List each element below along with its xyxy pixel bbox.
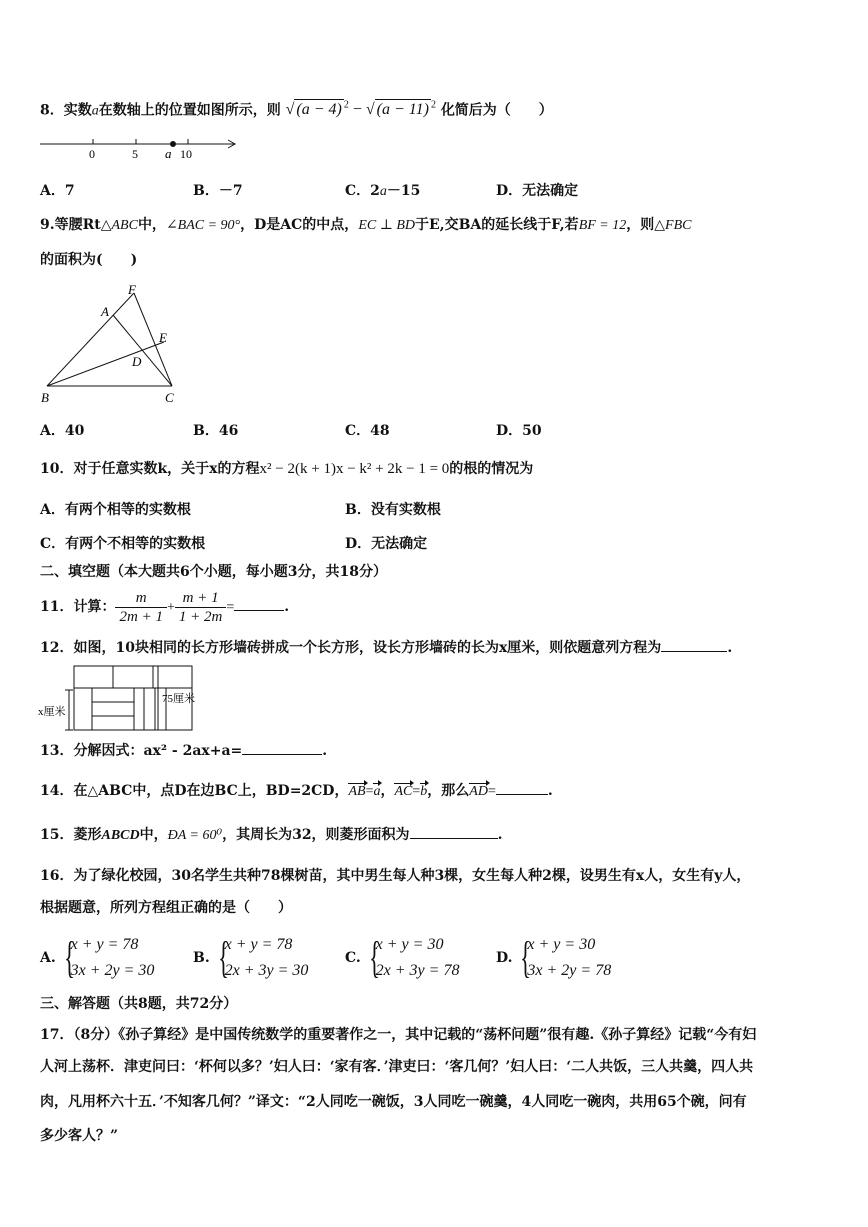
q15-angle: ÐA = 60⁰ <box>167 828 223 843</box>
q13-stem <box>40 740 327 761</box>
q11-d2: 1 + 2m <box>178 608 223 625</box>
q14-vec-ab: AB <box>348 782 365 802</box>
label-f: F <box>128 282 136 297</box>
q8-exp2: 2 <box>430 100 436 111</box>
q16-option-b-label: B. <box>193 950 210 966</box>
q10-option-b[interactable]: B．没有实数根 <box>345 502 441 518</box>
q8-text2: 化简后为（ ） <box>440 102 553 119</box>
q8-prefix: 8．实数 <box>40 102 92 119</box>
q16-option-a-system <box>61 932 155 984</box>
q14-eq2: = <box>412 784 421 799</box>
q10-option-c[interactable]: C．有两个不相等的实数根 <box>40 536 206 552</box>
seg-ac <box>113 315 172 386</box>
q10-text-a: 10．对于任意实数k，关于x的方程 <box>40 461 260 477</box>
q13-text: 13．分解因式：ax² ‑ 2ax+a= <box>40 743 243 759</box>
q14-vec-ad: AD <box>469 782 488 802</box>
q16-option-a[interactable] <box>40 932 154 984</box>
q12-answer-blank[interactable] <box>661 637 727 652</box>
q16-option-c-label: C. <box>345 950 361 966</box>
q16-c-eq2: 2x + 3y = 78 <box>375 962 460 979</box>
q8-option-b[interactable]: B．－7 <box>193 183 243 199</box>
q15-text-b: 中， <box>139 827 168 843</box>
seg-be <box>47 342 164 386</box>
q11-frac2 <box>175 589 226 626</box>
q15-abcd: ABCD <box>101 828 140 843</box>
q10-option-d[interactable]: D．无法确定 <box>345 536 428 552</box>
q14-eq3: = <box>487 784 496 799</box>
q8-option-c-rest: －15 <box>386 183 421 199</box>
q16-option-b[interactable] <box>193 932 308 984</box>
label-b: B <box>41 390 49 405</box>
q9-text-d: 于E,交BA的延长线于F,若 <box>415 217 579 233</box>
q8-exp1: 2 <box>343 100 349 111</box>
q9-bf: BF = 12 <box>578 218 627 233</box>
q11-end: . <box>284 599 290 615</box>
q10-text-b: 的根的情况为 <box>449 461 534 477</box>
q8-sqrt1: (a − 4) <box>296 101 342 119</box>
q16-d-eq2: 3x + 2y = 78 <box>527 962 612 979</box>
q16-a-eq1: { x + y = 78 <box>70 936 139 953</box>
q13-answer-blank[interactable] <box>242 740 322 755</box>
label-e: E <box>159 330 167 345</box>
label-10: 10 <box>180 147 192 161</box>
q9-perp: EC ⊥ BD <box>358 218 416 233</box>
q12-brick-figure <box>38 662 208 734</box>
q11-frac1 <box>115 589 166 626</box>
q8-expression: √ (a − 4) $^2$ − √ (a − 11) $^2$ <box>285 100 436 119</box>
label-d: D <box>132 354 142 369</box>
q8-option-a[interactable]: A．7 <box>40 183 75 199</box>
q11-prefix: 11．计算： <box>40 599 116 615</box>
q17-line-1: 17．（8分）《孙子算经》是中国传统数学的重要著作之一，其中记载的“荡杯问题”很有趣.《孙子算经》记载“今有妇 <box>40 1027 757 1043</box>
q8-sqrt2: (a − 11) <box>376 101 429 119</box>
label-a: a <box>165 146 172 161</box>
q8-text1: 在数轴上的位置如图所示，则 <box>98 102 281 119</box>
q16-b-eq1: { x + y = 78 <box>224 936 293 953</box>
q9-option-a[interactable]: A．40 <box>40 423 85 439</box>
label-5: 5 <box>132 147 138 161</box>
q9-stem-line2: 的面积为( ) <box>40 252 138 268</box>
q15-text-c: ，其周长为32，则菱形面积为 <box>222 827 410 843</box>
75cm-label: 75厘米 <box>162 693 195 705</box>
q8-stem <box>40 96 553 121</box>
q16-option-c-system <box>366 932 460 984</box>
label-a: A <box>101 304 109 319</box>
q10-option-a[interactable]: A．有两个相等的实数根 <box>40 502 191 518</box>
q8-minus: − <box>352 101 362 119</box>
q11-answer-blank[interactable] <box>234 596 284 611</box>
q16-stem-line2: 根据题意，所列方程组正确的是（ ） <box>40 900 292 916</box>
x-cm-label: x厘米 <box>38 706 66 718</box>
q9-text-c: ，D是AC的中点， <box>240 217 359 233</box>
q10-equation: x² − 2(k + 1)x − k² + 2k − 1 = 0 <box>259 461 450 477</box>
q9-text-a: 9.等腰Rt△ <box>40 217 112 233</box>
q9-triangle-figure <box>38 280 188 408</box>
q14-stem <box>40 780 553 802</box>
q14-vec-a: a <box>373 782 380 802</box>
q16-c-eq1: { x + y = 30 <box>375 936 444 953</box>
q8-number-line <box>38 134 248 162</box>
q9-stem-line1 <box>40 215 691 236</box>
q16-option-d[interactable] <box>496 932 611 984</box>
q16-d-eq1: { x + y = 30 <box>527 936 596 953</box>
q16-option-d-system <box>517 932 611 984</box>
q14-text-a: 14．在△ABC中，点D在边BC上，BD=2CD， <box>40 783 349 799</box>
q9-option-b[interactable]: B．46 <box>193 423 239 439</box>
q13-end: . <box>322 743 328 759</box>
q8-option-c-var: a <box>379 184 387 199</box>
q11-plus: + <box>166 600 175 615</box>
q11-eq: = <box>226 600 235 615</box>
q14-vec-b: b <box>420 782 427 802</box>
q14-comma: ， <box>380 783 395 799</box>
q15-text-a: 15．菱形 <box>40 827 102 843</box>
q9-tri: △FBC <box>654 218 692 233</box>
q9-option-c[interactable]: C．48 <box>345 423 390 439</box>
q16-b-eq2: 2x + 3y = 30 <box>224 962 309 979</box>
q11-n2: m + 1 <box>175 589 226 608</box>
q11-d1: 2m + 1 <box>119 608 163 625</box>
q14-end: . <box>547 783 553 799</box>
q14-answer-blank[interactable] <box>496 780 548 795</box>
q8-option-c[interactable] <box>345 181 420 202</box>
q12-end: . <box>727 640 733 656</box>
q8-var-a: a <box>91 103 99 119</box>
q11-n1: m <box>115 589 166 608</box>
label-0: 0 <box>89 147 95 161</box>
q15-stem <box>40 824 502 846</box>
q16-option-d-label: D. <box>496 950 513 966</box>
q17-line-2: 人河上荡杯．津吏问曰：‘杯何以多？’妇人曰：‘家有客．’津吏曰：‘客几何？’妇人曰：‘二人共饭，三人共羹，四人共 <box>40 1059 754 1075</box>
seg-bf <box>47 293 134 386</box>
q9-option-d[interactable]: D．50 <box>496 423 542 439</box>
q16-option-a-label: A. <box>40 950 56 966</box>
section2-heading: 二、填空题（本大题共6个小题，每小题3分，共18分） <box>40 564 387 580</box>
q12-text: 12．如图，10块相同的长方形墙砖拼成一个长方形，设长方形墙砖的长为x厘米，则依题意列方程为 <box>40 640 662 656</box>
q10-stem <box>40 459 533 479</box>
q17-line-4: 多少客人？” <box>40 1128 119 1144</box>
q8-option-c-coef: C．2 <box>345 183 380 199</box>
q15-end: . <box>497 827 503 843</box>
q16-option-c[interactable] <box>345 932 459 984</box>
q16-option-b-system <box>215 932 309 984</box>
q9-angle: ∠BAC = 90° <box>165 218 241 233</box>
q11-stem <box>40 586 289 629</box>
q15-answer-blank[interactable] <box>410 824 498 839</box>
q9-text-e: ，则 <box>626 217 655 233</box>
q9-abc: ABC <box>111 218 138 233</box>
label-c: C <box>165 390 174 405</box>
q16-a-eq2: 3x + 2y = 30 <box>70 962 155 979</box>
q14-eq1: = <box>365 784 374 799</box>
q8-option-d[interactable]: D．无法确定 <box>496 183 579 199</box>
q9-text-b: 中， <box>137 217 166 233</box>
q14-vec-ac: AC <box>394 782 412 802</box>
q12-stem <box>40 637 732 658</box>
q16-stem-line1: 16．为了绿化校园，30名学生共种78棵树苗，其中男生每人种3棵，女生每人种2棵，设男生有x人，女生有y人， <box>40 868 751 884</box>
q14-text-b: ，那么 <box>427 783 470 799</box>
section3-heading: 三、解答题（共8题，共72分） <box>40 996 238 1012</box>
q17-line-3: 肉，凡用杯六十五．’不知客几何？”译文：“2人同吃一碗饭，3人同吃一碗羹，4人同吃一碗肉，共用65个碗，问有 <box>40 1094 747 1110</box>
